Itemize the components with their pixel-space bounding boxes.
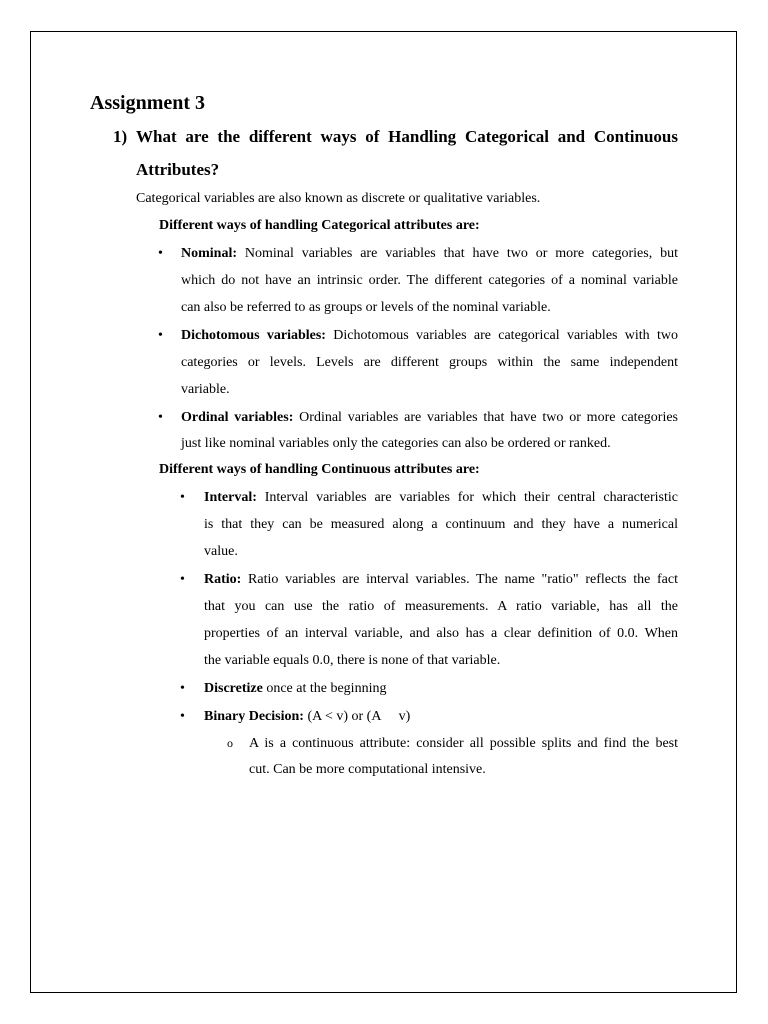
ordinal-line-1: Ordinal variables: Ordinal variables are variables that have two or more categories bbox=[181, 410, 678, 425]
ratio-term: Ratio: bbox=[204, 572, 242, 587]
ordinal-line-2: just like nominal variables only the categories can also be ordered or ranked. bbox=[181, 436, 611, 451]
bullet-icon: • bbox=[180, 681, 185, 696]
categorical-heading: Different ways of handling Categorical attributes are: bbox=[159, 218, 480, 233]
circle-bullet-icon: o bbox=[227, 736, 233, 750]
bullet-icon: • bbox=[158, 328, 163, 343]
bullet-icon: • bbox=[180, 572, 185, 587]
continuous-heading: Different ways of handling Continuous attributes are: bbox=[159, 462, 480, 477]
ratio-line-1: Ratio: Ratio variables are interval variables. The name "ratio" reflects the fact bbox=[204, 572, 678, 587]
interval-line-3: value. bbox=[204, 544, 238, 559]
intro-paragraph: Categorical variables are also known as discrete or qualitative variables. bbox=[136, 191, 541, 206]
ordinal-term: Ordinal variables: bbox=[181, 410, 294, 425]
interval-term: Interval: bbox=[204, 490, 257, 505]
bullet-icon: • bbox=[158, 246, 163, 261]
bullet-icon: • bbox=[180, 490, 185, 505]
dichotomous-term: Dichotomous variables: bbox=[181, 328, 326, 343]
nominal-line-2: which do not have an intrinsic order. The different categories of a nominal variable bbox=[181, 273, 678, 288]
question-heading-line-1: What are the different ways of Handling Categorical and Continuous bbox=[136, 127, 678, 146]
discretize-term: Discretize bbox=[204, 681, 263, 696]
dichotomous-line-3: variable. bbox=[181, 382, 230, 397]
document-title: Assignment 3 bbox=[90, 92, 206, 114]
dichotomous-line-1: Dichotomous variables: Dichotomous variables are categorical variables with two bbox=[181, 328, 678, 343]
sub-item-line-2: cut. Can be more computational intensive. bbox=[249, 762, 486, 777]
ratio-line-2: that you can use the ratio of measurements. A ratio variable, has all the bbox=[204, 599, 678, 614]
question-heading-line-2: Attributes? bbox=[136, 160, 220, 179]
nominal-term: Nominal: bbox=[181, 246, 237, 261]
nominal-line-3: can also be referred to as groups or levels of the nominal variable. bbox=[181, 300, 551, 315]
interval-line-2: is that they can be measured along a continuum and they have a numerical bbox=[204, 517, 678, 532]
nominal-line-1: Nominal: Nominal variables are variables that have two or more categories, but bbox=[181, 246, 678, 261]
bullet-icon: • bbox=[158, 410, 163, 425]
ratio-line-4: the variable equals 0.0, there is none of that variable. bbox=[204, 653, 501, 668]
interval-line-1: Interval: Interval variables are variables for which their central characteristic bbox=[204, 490, 678, 505]
question-number: 1) bbox=[113, 127, 128, 146]
bullet-icon: • bbox=[180, 709, 185, 724]
discretize-line: Discretize once at the beginning bbox=[204, 681, 387, 696]
dichotomous-line-2: categories or levels. Levels are different groups within the same independent bbox=[181, 355, 678, 370]
ratio-line-3: properties of an interval variable, and also has a clear definition of 0.0. When bbox=[204, 626, 678, 641]
binary-decision-line: Binary Decision: (A < v) or (A v) bbox=[204, 709, 396, 724]
binary-decision-term: Binary Decision: bbox=[204, 709, 304, 724]
sub-item-line-1: A is a continuous attribute: consider all possible splits and find the best bbox=[249, 736, 678, 751]
